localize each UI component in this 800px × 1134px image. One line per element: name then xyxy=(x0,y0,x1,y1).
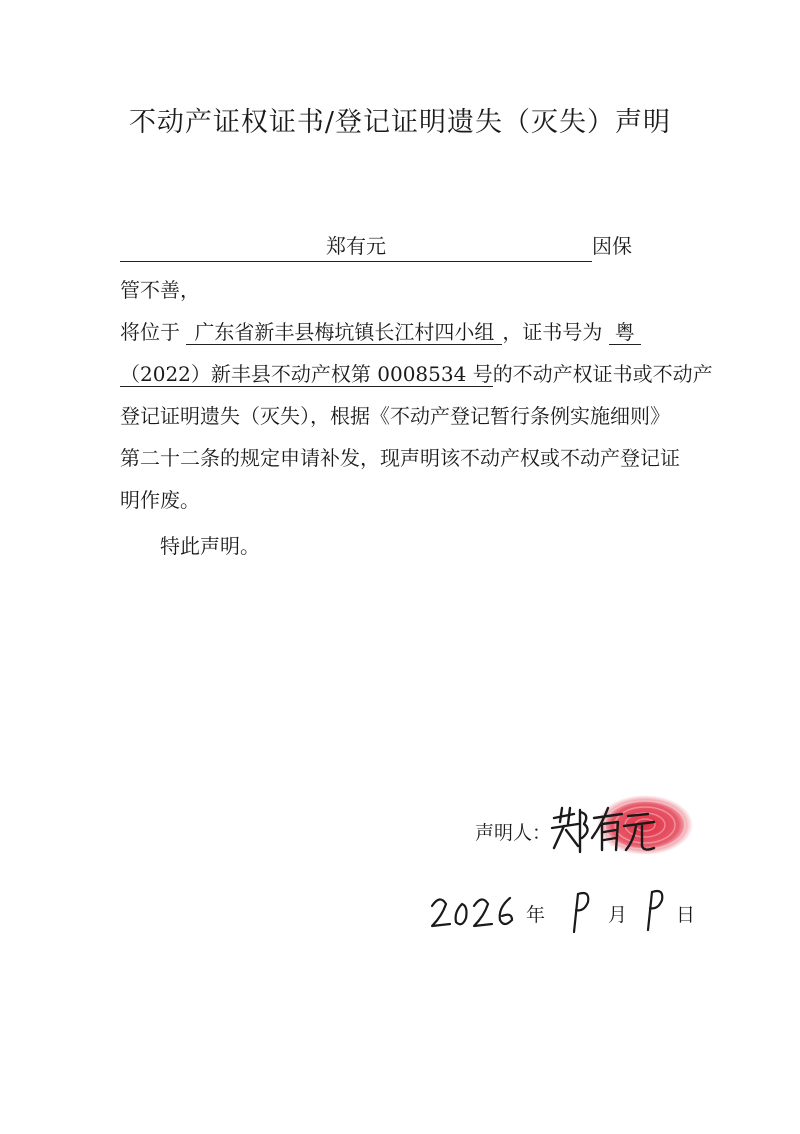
handwritten-year xyxy=(428,890,518,940)
month-char: 月 xyxy=(608,904,628,926)
location-field: 广东省新丰县梅坑镇长江村四小组 xyxy=(186,320,502,345)
cert-number-part1: 粤 xyxy=(609,320,641,345)
date-row xyxy=(420,880,720,950)
signer-label: 声明人： xyxy=(475,822,552,844)
closing-text: 特此声明。 xyxy=(160,534,260,558)
cert-label: ，证书号为 xyxy=(502,320,603,344)
para1-line1 xyxy=(120,226,690,266)
para1-line2: 管不善， xyxy=(120,278,200,302)
declarant-name-field: 郑有元 xyxy=(120,231,592,262)
para2-line4: 第二十二条的规定申请补发，现声明该不动产权或不动产登记证 xyxy=(120,446,680,470)
handwritten-day xyxy=(642,884,670,934)
document-title: 不动产证权证书/登记证明遗失（灭失）声明 xyxy=(128,107,672,138)
para2-line1 xyxy=(120,312,690,352)
para2-line2-tail: 的不动产权证书或不动产 xyxy=(492,362,713,386)
para1-tail: 因保 xyxy=(592,234,632,258)
para2-line3: 登记证明遗失（灭失），根据《不动产登记暂行条例实施细则》 xyxy=(120,404,670,428)
para2-prefix: 将位于 xyxy=(120,320,180,344)
year-char: 年 xyxy=(526,904,546,926)
handwritten-month xyxy=(568,886,596,936)
para2-line2 xyxy=(120,354,713,394)
handwritten-signature xyxy=(548,800,658,860)
day-char: 日 xyxy=(676,904,696,926)
para2-line5: 明作废。 xyxy=(120,488,200,512)
cert-number-part2: （2022）新丰县不动产权第 0008534 号 xyxy=(120,362,493,386)
